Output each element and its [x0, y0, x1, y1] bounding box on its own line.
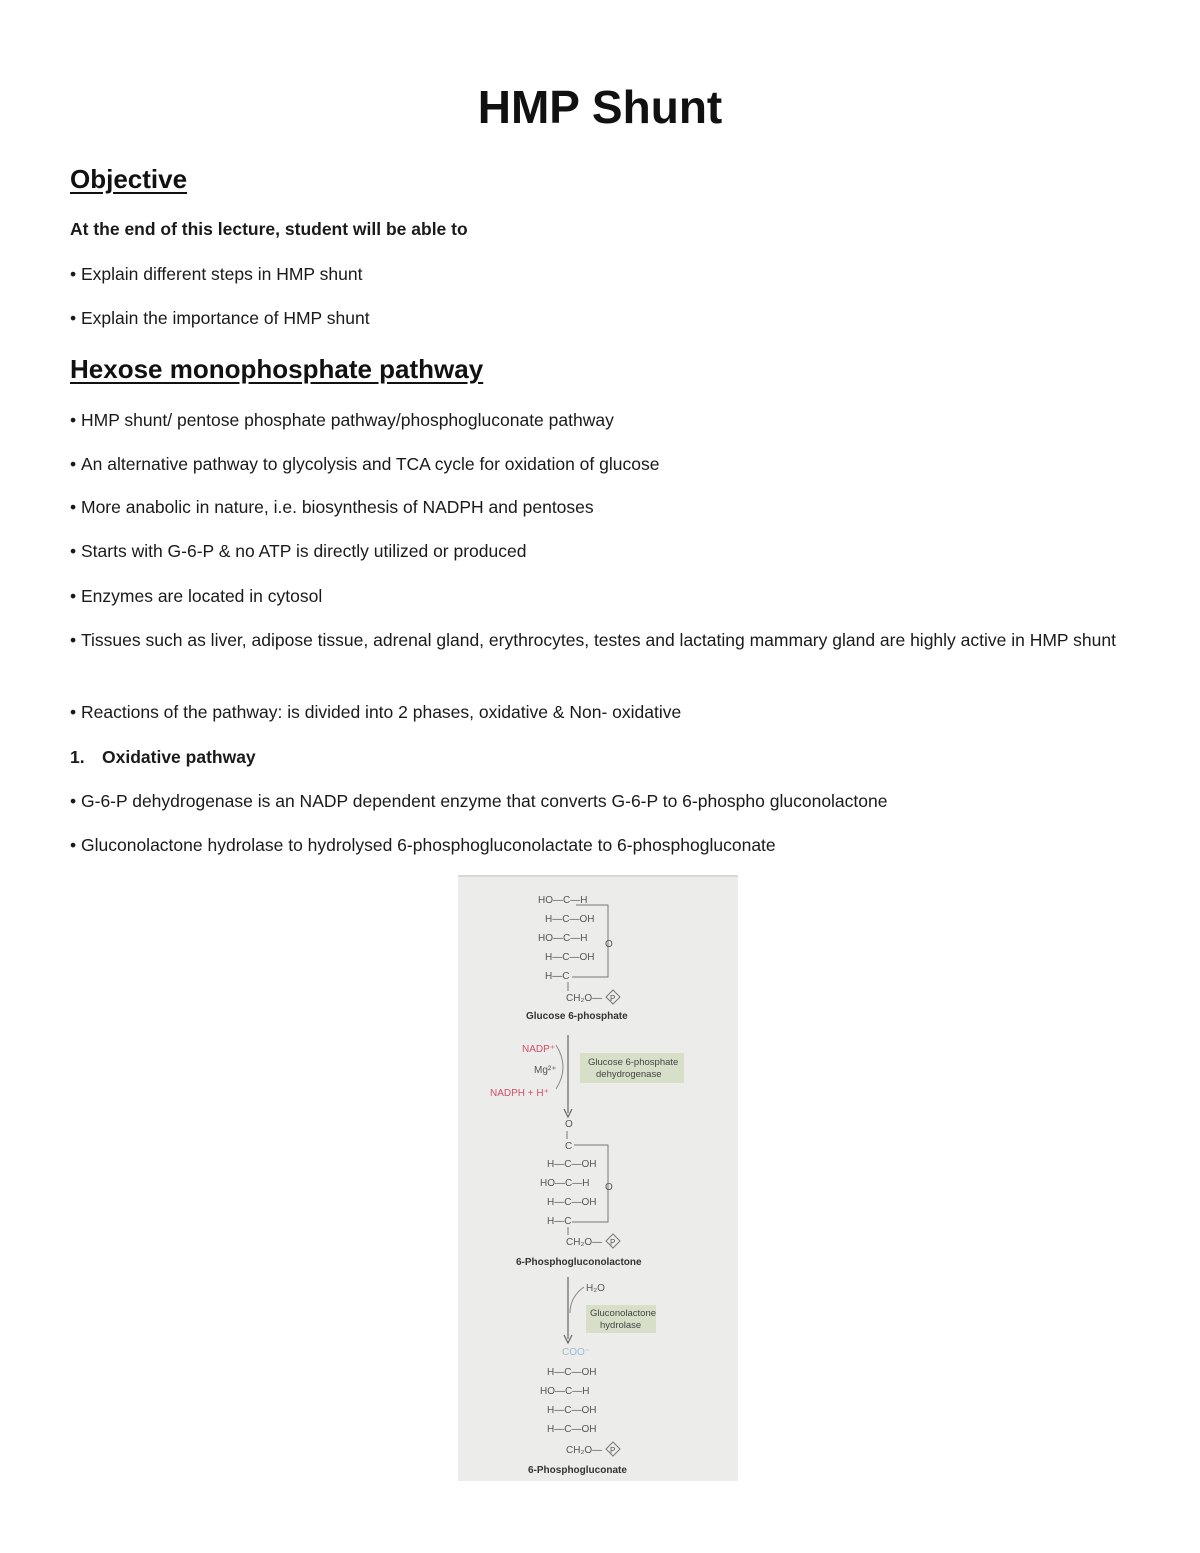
objective-bullet: • Explain different steps in HMP shunt	[70, 260, 1122, 288]
lactone-row: C	[565, 1141, 573, 1152]
hexose-bullet: • More anabolic in nature, i.e. biosynthesis of NADPH and pentoses	[70, 493, 1122, 521]
g6p-row: CH₂O—	[566, 993, 603, 1004]
hexose-bullet: • An alternative pathway to glycolysis and TCA cycle for oxidation of glucose	[70, 450, 1122, 478]
gluconolactone-structure	[516, 1119, 642, 1268]
hexose-heading: Hexose monophosphate pathway	[70, 354, 484, 384]
gluconate-row: COO⁻	[562, 1347, 591, 1358]
page-title: HMP Shunt	[477, 81, 723, 133]
lactone-row: H—C—OH	[547, 1159, 597, 1170]
enzyme-name: dehydrogenase	[596, 1069, 662, 1080]
hexose-bullet: • Enzymes are located in cytosol	[70, 582, 1122, 610]
phosphate-label: P	[610, 1238, 616, 1247]
enzyme-name: Glucose 6-phosphate	[588, 1057, 679, 1068]
g6p-name: Glucose 6-phosphate	[526, 1011, 628, 1022]
lactone-row: CH₂O—	[566, 1237, 603, 1248]
gluconate-row: H—C—OH	[547, 1367, 597, 1378]
lactone-row: O	[565, 1119, 573, 1130]
hexose-bullet: • Reactions of the pathway: is divided into 2 phases, oxidative & Non- oxidative	[70, 698, 1122, 726]
lactone-row: HO—C—H	[540, 1178, 590, 1189]
list-text: Oxidative pathway	[102, 747, 256, 767]
water-curve	[570, 1287, 584, 1313]
g6p-row: H—C	[545, 971, 570, 982]
g6p-row: H—C—OH	[545, 914, 595, 925]
hexose-bullet: • Tissues such as liver, adipose tissue, adrenal gland, erythrocytes, testes and lactating mammary gland are highly active in HMP shunt	[70, 626, 1122, 654]
g6p-row: HO—C—H	[538, 933, 588, 944]
water-label: H₂O	[586, 1283, 605, 1294]
nadph-label: NADPH + H⁺	[490, 1088, 549, 1099]
enzyme-name: Gluconolactone	[590, 1308, 657, 1319]
lactone-row: H—C	[547, 1216, 572, 1227]
gluconate-row: H—C—OH	[547, 1424, 597, 1435]
objective-intro: At the end of this lecture, student will be able to	[70, 219, 468, 239]
g6p-row: HO—C—H	[538, 895, 588, 906]
cofactor-curve	[556, 1045, 563, 1089]
g6p-row: H—C—OH	[545, 952, 595, 963]
oxidative-bullet: • Gluconolactone hydrolase to hydrolysed 6-phosphogluconolactate to 6-phosphogluconate	[70, 831, 1122, 859]
lactone-name: 6-Phosphogluconolactone	[516, 1257, 642, 1268]
hydrolase-step	[564, 1277, 656, 1343]
enzyme-name: hydrolase	[600, 1320, 642, 1331]
mg-label: Mg²⁺	[534, 1065, 557, 1076]
ring-oxygen: O	[605, 939, 613, 950]
phosphate-label: P	[610, 994, 616, 1003]
hexose-bullet: • HMP shunt/ pentose phosphate pathway/phosphogluconate pathway	[70, 406, 1122, 434]
nadp-label: NADP⁺	[522, 1044, 556, 1055]
gluconate-name: 6-Phosphogluconate	[528, 1465, 627, 1476]
oxidative-bullet: • G-6-P dehydrogenase is an NADP dependent enzyme that converts G-6-P to 6-phospho gluconolactone	[70, 787, 1122, 815]
phosphate-label: P	[610, 1446, 616, 1455]
pathway-figure	[458, 875, 738, 1481]
gluconate-structure	[528, 1347, 627, 1476]
pathway-diagram	[458, 877, 738, 1481]
list-number: 1.	[70, 747, 85, 767]
hexose-bullet: • Starts with G-6-P & no ATP is directly utilized or produced	[70, 537, 1122, 565]
gluconate-row: H—C—OH	[547, 1405, 597, 1416]
gluconate-row: CH₂O—	[566, 1445, 603, 1456]
lactone-row: H—C—OH	[547, 1197, 597, 1208]
ring-oxygen: O	[605, 1182, 613, 1193]
objective-bullet: • Explain the importance of HMP shunt	[70, 304, 1122, 332]
numbered-heading-oxidative	[70, 743, 1122, 771]
glucose-6-phosphate-structure	[526, 895, 628, 1022]
gluconate-row: HO—C—H	[540, 1386, 590, 1397]
objective-heading: Objective	[70, 164, 188, 194]
dehydrogenase-step	[490, 1035, 684, 1117]
